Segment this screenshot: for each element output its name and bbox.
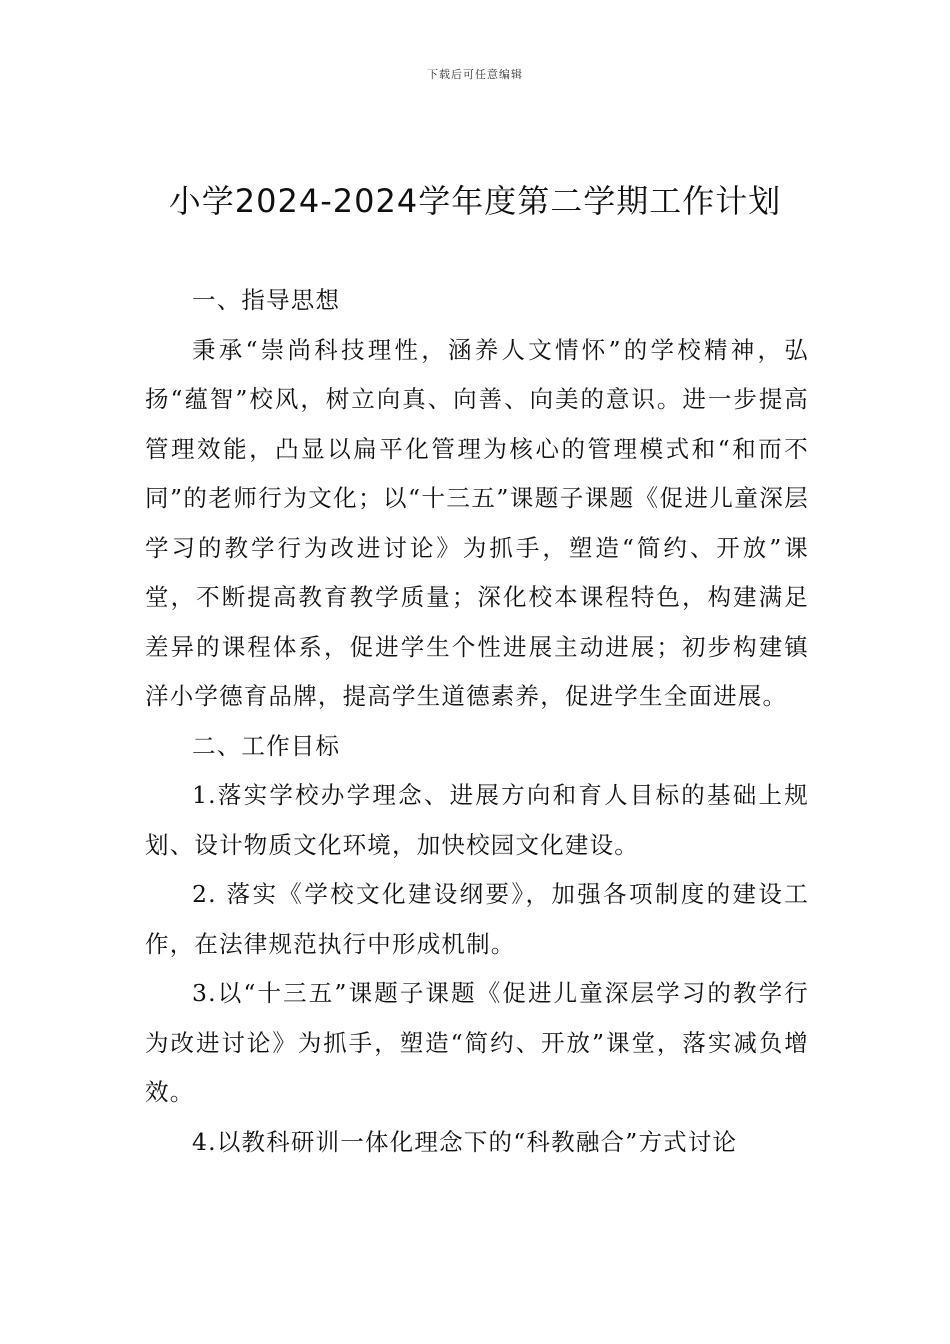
- paragraph-goal-2: 2. 落实《学校文化建设纲要》，加强各项制度的建设工作，在法律规范执行中形成机制。: [145, 880, 809, 958]
- paragraph-goal-1: 1.落实学校办学理念、进展方向和育人目标的基础上规划、设计物质文化环境，加快校园文化建设。: [145, 781, 809, 859]
- section-heading-guiding-thought: 一、指导思想: [192, 286, 341, 314]
- document-title: 小学2024-2024学年度第二学期工作计划: [168, 182, 782, 220]
- paragraph-goal-4: 4.以教科研训一体化理念下的“科教融合”方式讨论: [192, 1127, 738, 1156]
- document-body: [145, 276, 809, 1167]
- header-note: 下载后可任意编辑: [427, 68, 523, 81]
- paragraph-guiding-thought: 秉承“崇尚科技理性，涵养人文情怀”的学校精神，弘扬“蕴智”校风，树立向真、向善、向美的意识。进一步提高管理效能，凸显以扁平化管理为核心的管理模式和“和而不同”的老师行为文化；以“十三五”课题子课题《促进儿童深层学习的教学行为改进讨论》为抓手，塑造“简约、开放”课堂，不断提高教育教学质量；深化校本课程特色，构建满足差异的课程体系，促进学生个性进展主动进展；初步构建镇洋小学德育品牌，提高学生道德素养，促进学生全面进展。: [145, 335, 809, 710]
- section-heading-work-goals: 二、工作目标: [192, 731, 341, 760]
- paragraph-goal-3: 3.以“十三五”课题子课题《促进儿童深层学习的教学行为改进讨论》为抓手，塑造“简约、开放”课堂，落实减负增效。: [145, 979, 809, 1106]
